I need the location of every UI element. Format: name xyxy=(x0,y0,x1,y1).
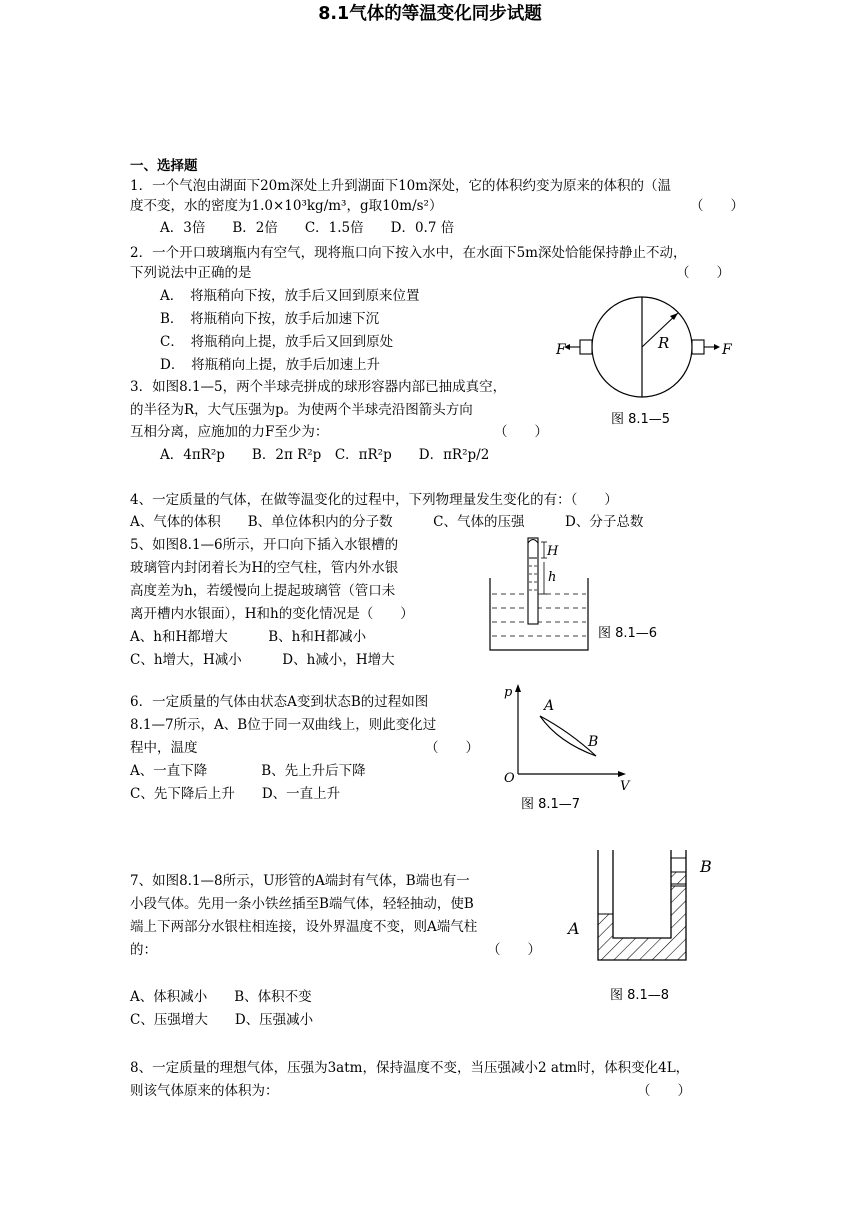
q1-line1: 1．一个气泡由湖面下20m深处上升到湖面下10m深处，它的体积约变为原来的体积的（温 xyxy=(130,178,672,194)
q5-line2: 玻璃管内封闭着长为H的空气柱，管内外水银 xyxy=(130,560,399,576)
q5-line4: 离开槽内水银面），H和h的变化情况是（ ） xyxy=(130,606,414,622)
q3-line2: 的半径为R，大气压强为p。为使两个半球壳沿图箭头方向 xyxy=(130,402,473,418)
label-h: h xyxy=(548,570,557,585)
q2-option-c: C． 将瓶稍向上提，放手后又回到原处 xyxy=(160,334,394,350)
q6-line1: 6．一定质量的气体由状态A变到状态B的过程如图 xyxy=(130,694,429,710)
q2-option-b: B． 将瓶稍向下按，放手后加速下沉 xyxy=(160,311,380,327)
q3-options: A．4πR²p B．2π R²p C．πR²p D．πR²p/2 xyxy=(160,447,490,463)
label-A-end: A xyxy=(568,919,580,938)
section-heading: 一、选择题 xyxy=(130,158,198,174)
q6-line2: 8.1—7所示，A、B位于同一双曲线上，则此变化过 xyxy=(130,717,437,733)
q5-options-ab: A、h和H都增大 B、h和H都减小 xyxy=(130,629,367,645)
q6-line3: 程中，温度 xyxy=(130,740,198,756)
q7-line2: 小段气体。先用一条小铁丝插至B端气体，轻轻抽动，使B xyxy=(130,896,474,912)
figure-mercury-tube xyxy=(488,536,593,654)
figure-pv-graph xyxy=(498,678,638,793)
label-O: O xyxy=(504,771,515,786)
fig-8-1-8-caption: 图 8.1—8 xyxy=(610,988,670,1003)
label-force-right: F xyxy=(722,342,732,358)
q5-options-cd: C、h增大，H减小 D、h减小，H增大 xyxy=(130,652,395,668)
label-A: A xyxy=(544,698,555,714)
q4-line1: 4、一定质量的气体，在做等温变化的过程中，下列物理量发生变化的有：（ ） xyxy=(130,492,618,508)
label-B: B xyxy=(588,734,599,750)
label-force-left: F xyxy=(556,342,566,358)
q7-options-cd: C、压强增大 D、压强减小 xyxy=(130,1012,314,1028)
label-radius: R xyxy=(658,334,670,352)
q5-line1: 5、如图8.1—6所示，开口向下插入水银槽的 xyxy=(130,537,399,553)
q1-options: A．3倍 B．2倍 C．1.5倍 D．0.7 倍 xyxy=(160,220,455,236)
q3-bracket: （ ） xyxy=(494,424,548,440)
fig-8-1-6-caption: 图 8.1—6 xyxy=(598,626,658,641)
q7-line1: 7、如图8.1—8所示，U形管的A端封有气体，B端也有一 xyxy=(130,873,470,889)
label-B-end: B xyxy=(700,857,712,876)
page-title: 8.1气体的等温变化同步试题 xyxy=(318,4,542,24)
q4-options: A、气体的体积 B、单位体积内的分子数 C、气体的压强 D、分子总数 xyxy=(130,514,644,530)
q8-bracket: （ ） xyxy=(637,1083,691,1099)
label-H: H xyxy=(547,544,559,559)
label-p: p xyxy=(504,685,513,700)
q8-line2: 则该气体原来的体积为： xyxy=(130,1083,279,1099)
q8-line1: 8、一定质量的理想气体，压强为3atm，保持温度不变，当压强减小2 atm时，体积变化4L， xyxy=(130,1060,690,1076)
q7-line4: 的： xyxy=(130,942,157,958)
figure-hemispheres xyxy=(550,295,740,405)
q5-line3: 高度差为h，若缓慢向上提起玻璃管（管口未 xyxy=(130,583,396,599)
figure-u-tube xyxy=(562,846,732,966)
label-V: V xyxy=(620,779,630,794)
q7-line3: 端上下两部分水银柱相连接，设外界温度不变，则A端气柱 xyxy=(130,919,478,935)
q2-option-d: D． 将瓶稍向上提，放手后加速上升 xyxy=(160,357,381,373)
fig-8-1-5-caption: 图 8.1—5 xyxy=(611,412,671,427)
q2-line1: 2．一个开口玻璃瓶内有空气，现将瓶口向下按入水中，在水面下5m深处恰能保持静止不动， xyxy=(130,245,687,261)
q2-bracket: （ ） xyxy=(676,265,730,281)
q2-line2: 下列说法中正确的是 xyxy=(130,265,252,281)
q6-options-cd: C、先下降后上升 D、一直上升 xyxy=(130,786,341,802)
q2-option-a: A． 将瓶稍向下按，放手后又回到原来位置 xyxy=(160,288,420,304)
q6-bracket: （ ） xyxy=(425,740,479,756)
q1-bracket: （ ） xyxy=(690,198,744,214)
q3-line1: 3．如图8.1—5，两个半球壳拼成的球形容器内部已抽成真空， xyxy=(130,379,507,395)
q7-bracket: （ ） xyxy=(487,942,541,958)
q7-options-ab: A、体积减小 B、体积不变 xyxy=(130,989,312,1005)
fig-8-1-7-caption: 图 8.1—7 xyxy=(521,797,581,812)
q6-options-ab: A、一直下降 B、先上升后下降 xyxy=(130,763,366,779)
q3-line3: 互相分离，应施加的力F至少为： xyxy=(130,424,329,440)
q1-line2: 度不变，水的密度为1.0×10³kg/m³，g取10m/s²） xyxy=(130,198,443,214)
